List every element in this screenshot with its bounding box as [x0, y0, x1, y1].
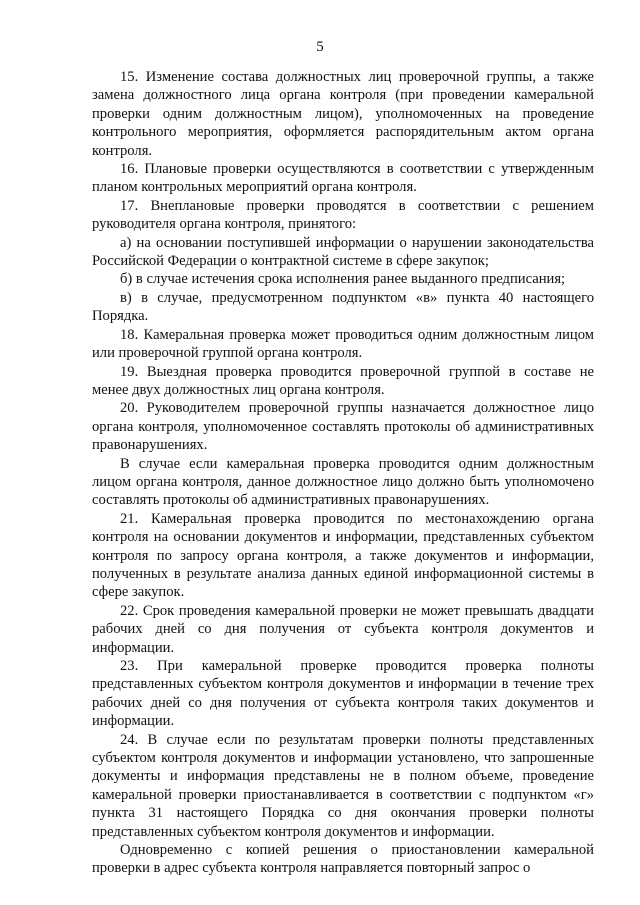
paragraph-24: 24. В случае если по результатам проверки полноты представленных субъектом контроля документов и информации установлено, что запрошенные документы и информация представлены не в полном объеме, проведение камеральной проверки приостанавливается в соответствии с подпунктом «г» пункта 31 настоящего Порядка со дня окончания проверки полноты представленных субъектом контроля документов и информации. — [92, 731, 594, 840]
paragraph-18: 18. Камеральная проверка может проводиться одним должностным лицом или проверочной группой органа контроля. — [92, 326, 594, 362]
paragraph-20-continued: В случае если камеральная проверка проводится одним должностным лицом органа контроля, данное должностное лицо должно быть уполномочено составлять протоколы об административных правонарушениях. — [92, 455, 594, 509]
paragraph-17: 17. Внеплановые проверки проводятся в соответствии с решением руководителя органа контроля, принятого: — [92, 197, 594, 233]
paragraph-20: 20. Руководителем проверочной группы назначается должностное лицо органа контроля, уполномоченное составлять протоколы об административных правонарушениях. — [92, 400, 594, 454]
document-body — [92, 68, 594, 878]
paragraph-24-continued: Одновременно с копией решения о приостановлении камеральной проверки в адрес субъекта контроля направляется повторный запрос о — [92, 842, 594, 877]
paragraph-17-b: б) в случае истечения срока исполнения ранее выданного предписания; — [120, 271, 566, 288]
paragraph-23: 23. При камеральной проверке проводится проверка полноты представленных субъектом контроля документов и информации в течение трех рабочих дней со дня получения от субъекта контроля таких документов и информации. — [92, 658, 594, 730]
paragraph-19: 19. Выездная проверка проводится проверочной группой в составе не менее двух должностных лиц органа контроля. — [92, 363, 594, 398]
paragraph-15: 15. Изменение состава должностных лиц проверочной группы, а также замена должностного лица органа контроля (при проведении камеральной проверки одним должностным лицом), уполномоченных на проведение контрольного мероприятия, оформляется распорядительным актом органа контроля. — [92, 69, 594, 159]
page-number: 5 — [316, 39, 324, 55]
paragraph-17-v: в) в случае, предусмотренном подпунктом «в» пункта 40 настоящего Порядка. — [92, 289, 594, 325]
paragraph-21: 21. Камеральная проверка проводится по местонахождению органа контроля на основании документов и информации, представленных субъектом контроля по запросу органа контроля, а также документов и информации, полученных в результате анализа данных единой информационной системы в сфере закупок. — [92, 510, 594, 601]
paragraph-16: 16. Плановые проверки осуществляются в соответствии с утвержденным планом контрольных мероприятий органа контроля. — [92, 161, 594, 196]
paragraph-22: 22. Срок проведения камеральной проверки не может превышать двадцати рабочих дней со дня получения от субъекта контроля документов и информации. — [92, 602, 594, 656]
paragraph-17-a: а) на основании поступившей информации о нарушении законодательства Российской Федерации о контрактной системе в сфере закупок; — [92, 234, 594, 270]
